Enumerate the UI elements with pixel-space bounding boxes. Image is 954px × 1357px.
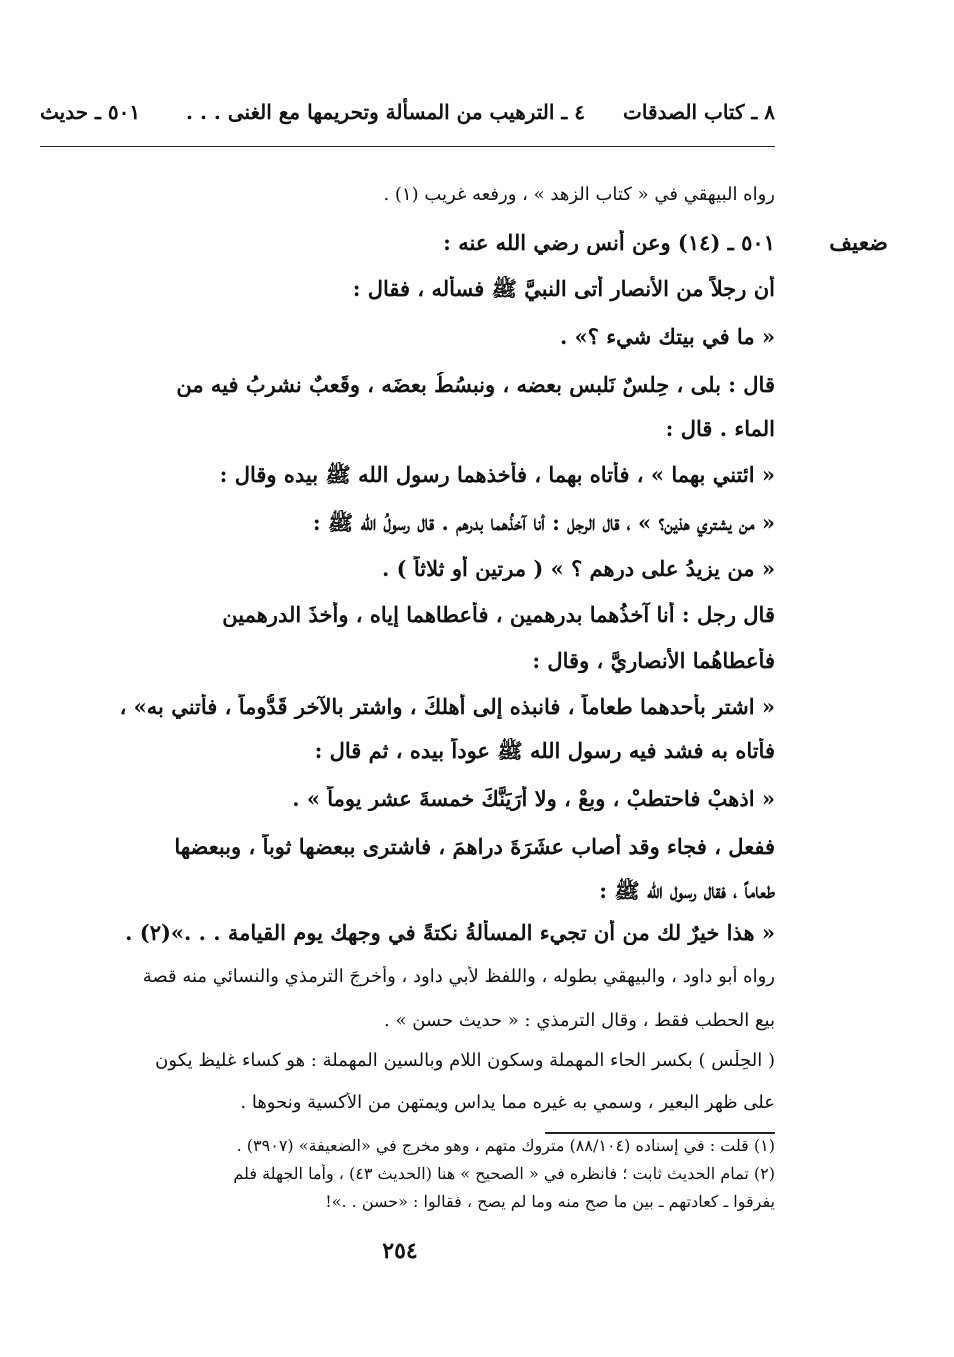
- text-line: « من يزيدُ على درهم ؟ » ( مرتين أو ثلاثاً ) .: [382, 556, 775, 581]
- hadith-number-line: ٥٠١ ـ (١٤) وعن أنس رضي الله عنه :: [443, 230, 775, 255]
- text-line: الماء . قال :: [665, 416, 775, 441]
- header-divider: [40, 146, 775, 147]
- header-book-title: ٨ ـ كتاب الصدقات: [623, 100, 775, 124]
- header-chapter-title: ٤ ـ الترهيب من المسألة وتحريمها مع الغنى . . .: [186, 100, 585, 124]
- text-line: رواه البيهقي في « كتاب الزهد » ، ورفعه غريب (١) .: [383, 184, 775, 205]
- text-line: « من يشتري هذين؟ » ، قال الرجل : أنا آخذُهما بدرهم . قال رسولُ الله ﷺ :: [312, 510, 775, 535]
- footnote-line: (١) قلت : في إسناده (٨٨/١٠٤) متروك متهم ، وهو مخرج في «الضعيفة» (٣٩٠٧) .: [236, 1136, 775, 1155]
- text-line: طعاماً ، فقال رسول الله ﷺ :: [599, 878, 775, 903]
- footnote-divider: [545, 1132, 775, 1134]
- text-line: فأعطاهُما الأنصاريَّ ، وقال :: [532, 648, 775, 673]
- text-line: « اذهبْ فاحتطبْ ، وبعْ ، ولا أَرَيَنَّكَ خمسةَ عشر يوماً » .: [292, 786, 775, 811]
- text-line: قال : بلى ، حِلسٌ نَلبس بعضه ، ونبسُطُ بعضَه ، وقَعبٌ نشربُ فيه من: [176, 372, 775, 397]
- page-number: ٢٥٤: [382, 1238, 418, 1264]
- text-line: رواه أبو داود ، والبيهقي بطوله ، واللفظ لأبي داود ، وأخرجَ الترمذي والنسائي منه قصة: [142, 966, 775, 987]
- text-line: فأتاه به فشد فيه رسول الله ﷺ عوداً بيده ، ثم قال :: [314, 738, 775, 763]
- text-line: « ائتني بهما » ، فأتاه بهما ، فأخذهما رسول الله ﷺ بيده وقال :: [219, 462, 775, 487]
- text-line: بيع الحطب فقط ، وقال الترمذي : « حديث حسن » .: [384, 1010, 775, 1031]
- text-line: « ما في بيتك شيء ؟» .: [560, 324, 775, 349]
- text-line: على ظهر البعير ، وسمي به غيره مما يداس ويمتهن من الأكسية ونحوها .: [240, 1092, 775, 1113]
- hadith-grade-label: ضعيف: [829, 230, 888, 256]
- text-line: « هذا خيرٌ لك من أن تجيء المسألةُ نكتةً في وجهك يوم القيامة . . .»(٢) .: [125, 920, 775, 945]
- header-hadith-ref: ٥٠١ ـ حديث: [40, 100, 141, 124]
- footnote-line: يفرقوا ـ كعادتهم ـ بين ما صح منه وما لم يصح ، فقالوا : «حسن . .»!: [325, 1192, 775, 1211]
- text-line: ففعل ، فجاء وقد أصاب عشَرَةَ دراهمَ ، فاشترى ببعضها ثوباً ، وببعضها: [174, 834, 775, 859]
- text-line: « اشترِ بأحدهما طعاماً ، فانبذه إلى أهلكَ ، واشترِ بالآخر قَدُّوماً ، فأتني به» ،: [119, 694, 775, 719]
- text-line: قال رجل : أنا آخذُهما بدرهمين ، فأعطاهما إياه ، وأخذَ الدرهمين: [222, 602, 775, 627]
- running-header: [40, 96, 775, 130]
- text-line: أن رجلاً من الأنصار أتى النبيَّ ﷺ فسأله ، فقال :: [352, 276, 775, 301]
- text-line: ( الحِلْس ) بكسر الحاء المهملة وسكون اللام وبالسين المهملة : هو كساء غليظ يكون: [155, 1050, 775, 1071]
- footnote-line: (٢) تمام الحديث ثابت ؛ فانظره في « الصحيح » هنا (الحديث ٤٣) ، وأما الجهلة فلم: [233, 1164, 775, 1183]
